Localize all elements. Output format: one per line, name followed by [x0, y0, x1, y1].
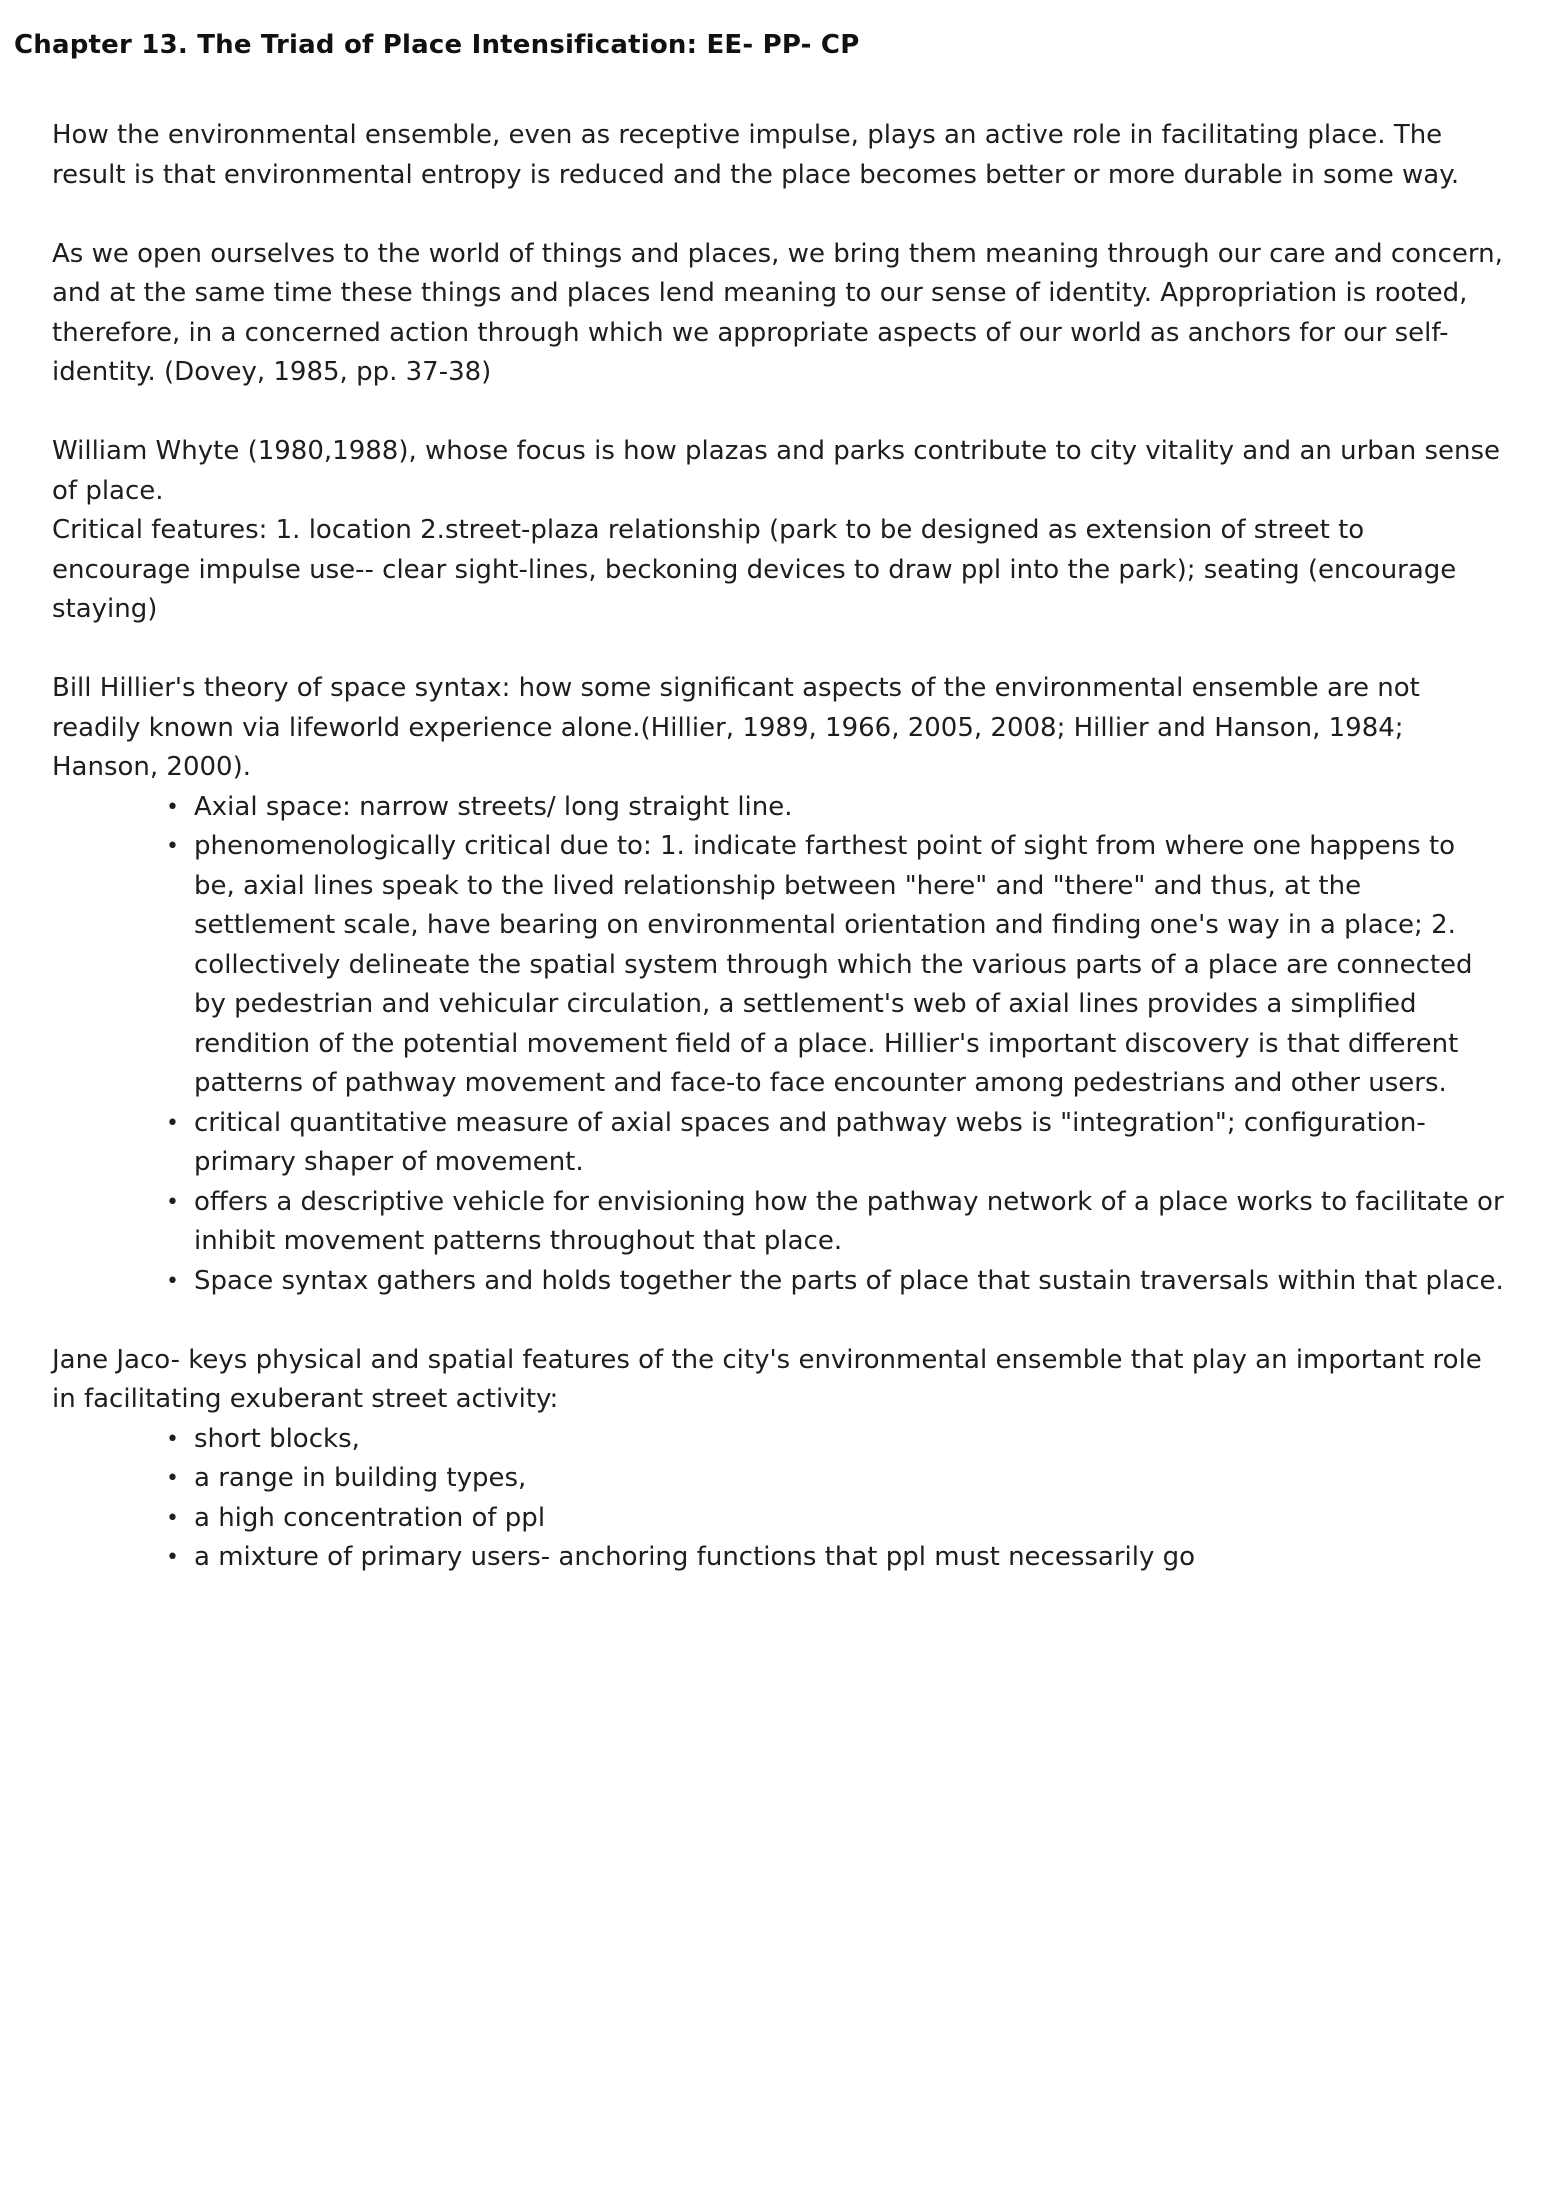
bullet-icon: • — [166, 1545, 179, 1570]
hillier-bullet-list — [52, 788, 1504, 1302]
list-item — [166, 1104, 1504, 1183]
list-item — [166, 1499, 1504, 1539]
list-item — [166, 1538, 1504, 1578]
list-item — [166, 1183, 1504, 1262]
list-item — [166, 1262, 1504, 1302]
list-item — [166, 827, 1504, 1104]
list-item-text: Space syntax gathers and holds together the parts of place that sustain traversals within that place. — [194, 1265, 1504, 1296]
jacobs-paragraph: Jane Jaco- keys physical and spatial features of the city's environmental ensemble that play an important role in facilitating exuberant street activity: — [52, 1344, 1482, 1414]
document-body — [52, 116, 1504, 1617]
list-item-text: critical quantitative measure of axial spaces and pathway webs is "integration"; configuration- primary shaper of movement. — [194, 1107, 1426, 1177]
list-item-text: offers a descriptive vehicle for envisioning how the pathway network of a place works to facilitate or inhibit movement patterns throughout that place. — [194, 1186, 1504, 1256]
chapter-title: Chapter 13. The Triad of Place Intensification: EE- PP- CP — [14, 30, 860, 60]
list-item — [166, 1459, 1504, 1499]
list-item-text: Axial space: narrow streets/ long straight line. — [194, 791, 793, 822]
bullet-icon: • — [166, 1466, 179, 1491]
dovey-quote-paragraph: As we open ourselves to the world of things and places, we bring them meaning through our care and concern, and at the same time these things and places lend meaning to our sense of identity. Appropriation is rooted, therefore, in a concerned action through which we appropriate aspects of our world as anchors for our self-identity. (Dovey, 1985, pp. 37-38) — [52, 238, 1503, 387]
bullet-icon: • — [166, 1426, 179, 1452]
list-item-text: a mixture of primary users- anchoring functions that ppl must necessarily go — [194, 1542, 1196, 1572]
bullet-icon: • — [166, 1505, 179, 1531]
bullet-icon: • — [166, 1110, 179, 1136]
intro-paragraph: How the environmental ensemble, even as receptive impulse, plays an active role in facilitating place. The result is that environmental entropy is reduced and the place becomes better or more durable in some way. — [52, 120, 1460, 190]
list-item-text: short blocks, — [194, 1423, 360, 1454]
list-item-text: a high concentration of ppl — [194, 1502, 546, 1533]
list-item-text: a range in building types, — [194, 1463, 527, 1493]
list-item — [166, 1420, 1504, 1460]
list-item — [166, 788, 1504, 828]
bullet-icon: • — [166, 1268, 179, 1294]
bullet-icon: • — [166, 834, 179, 859]
bullet-icon: • — [166, 1189, 179, 1215]
hillier-paragraph: Bill Hillier's theory of space syntax: how some significant aspects of the environmental ensemble are not readily known via lifeworld experience alone.(Hillier, 1989, 1966, 2005, 2008; Hillier and Hanson, 1984; Hanson, 2000). — [52, 673, 1420, 782]
bullet-icon: • — [166, 794, 179, 820]
jacobs-bullet-list — [52, 1420, 1504, 1578]
list-item-text: phenomenologically critical due to: 1. indicate farthest point of sight from where one happens to be, axial lines speak to the lived relationship between "here" and "there" and thus, at the settlement scale, have bearing on environmental orientation and finding one's way in a place; 2. collectively delineate the spatial system through which the various parts of a place are connected by pedestrian and vehicular circulation, a settlement's web of axial lines provides a simplified rendition of the potential movement field of a place. Hillier's important discovery is that different patterns of pathway movement and face-to face encounter among pedestrians and other users. — [194, 831, 1473, 1098]
whyte-features-paragraph: Critical features: 1. location 2.street-plaza relationship (park to be designed as extension of street to encourage impulse use-- clear sight-lines, beckoning devices to draw ppl into the park); seating (encourage staying) — [52, 515, 1457, 624]
whyte-paragraph: William Whyte (1980,1988), whose focus is how plazas and parks contribute to city vitality and an urban sense of place. — [52, 436, 1501, 506]
